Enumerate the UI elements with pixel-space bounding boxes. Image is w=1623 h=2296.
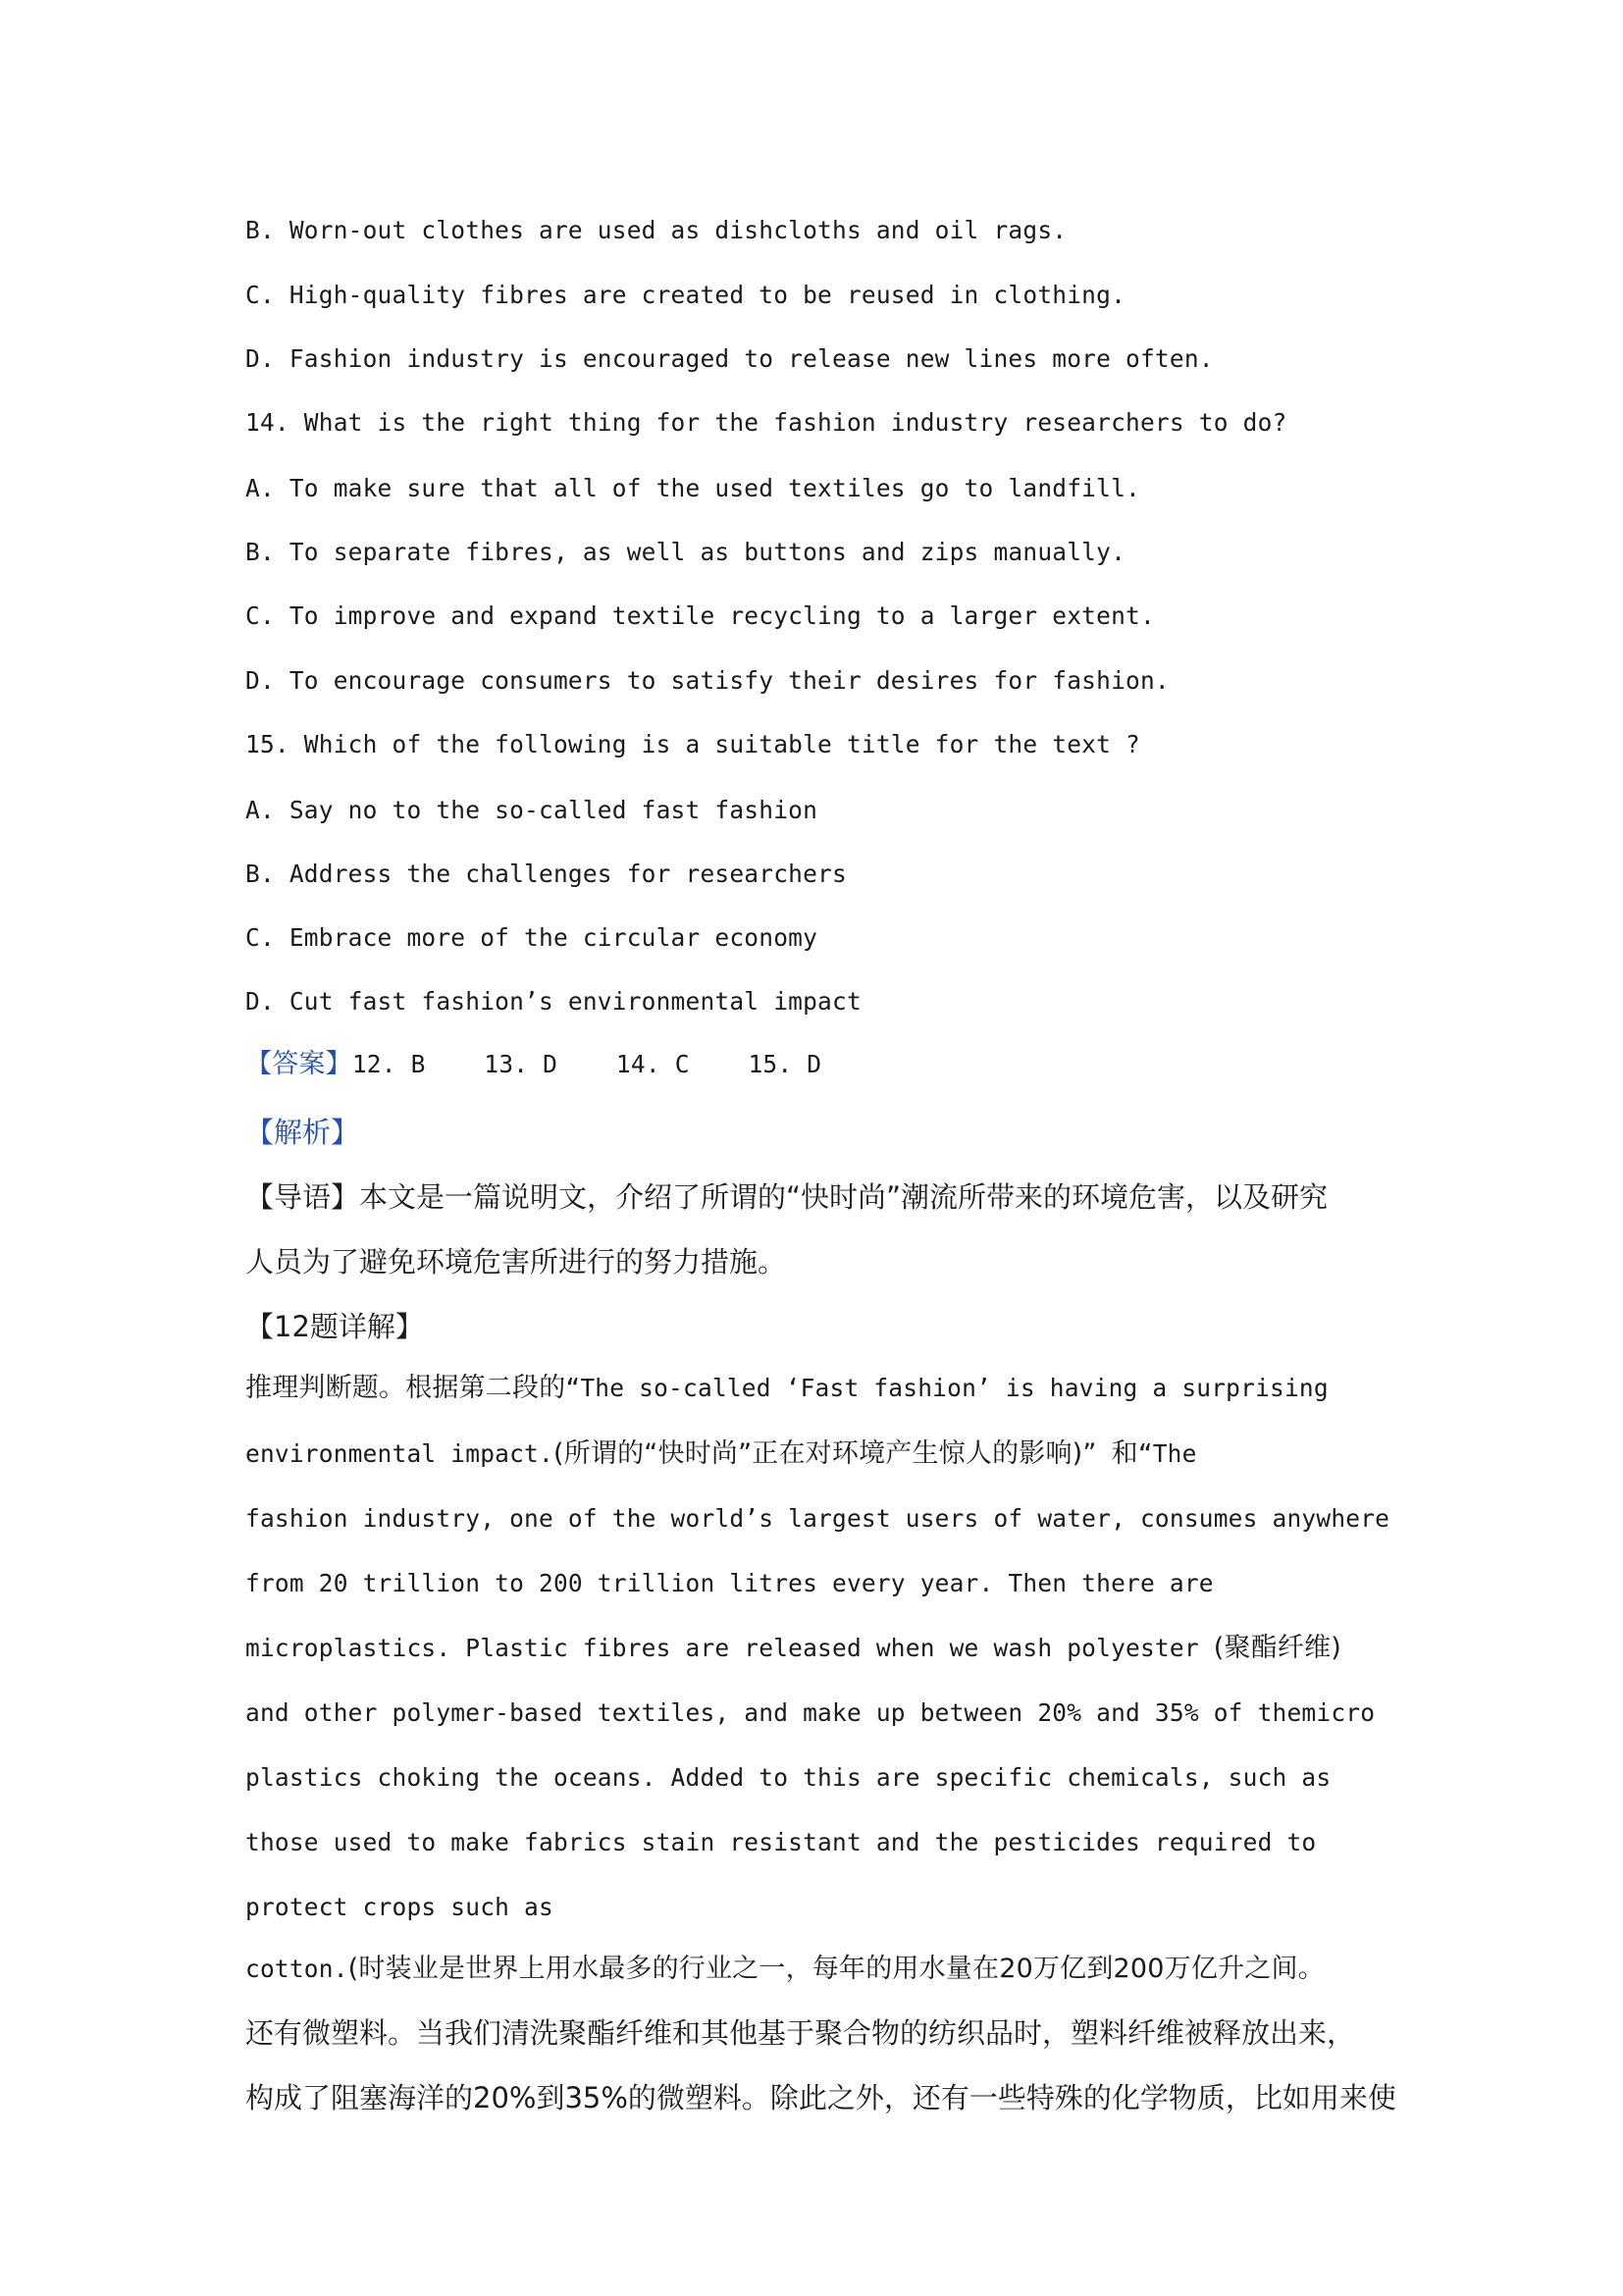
detail12-line-12: 构成了阻塞海洋的20%到35%的微塑料。除此之外，还有一些特殊的化学物质，比如用来使 [245, 2081, 1396, 2114]
detail12-l10-en: cotton. [245, 1955, 348, 1983]
detail12-line-7: plastics choking the oceans. Added to this are specific chemicals, such as [245, 1763, 1332, 1792]
q15-option-a: A. Say no to the so-called fast fashion [245, 796, 818, 824]
detail12-line-8: those used to make fabrics stain resistant and the pesticides required to [245, 1828, 1317, 1856]
intro-line-2: 人员为了避免环境危害所进行的努力措施。 [245, 1245, 787, 1278]
q13-option-d: D. Fashion industry is encouraged to release new lines more often. [245, 344, 1214, 373]
answer-label: 【答案】 [245, 1049, 352, 1079]
detail12-line-6: and other polymer-based textiles, and make up between 20% and 35% of themicro [245, 1698, 1376, 1727]
q15-option-c: C. Embrace more of the circular economy [245, 923, 818, 952]
detail12-l1-en: “The so-called ‘Fast fashion’ is having a surprising [565, 1374, 1329, 1402]
q14-option-a: A. To make sure that all of the used textiles go to landfill. [245, 474, 1140, 502]
detail12-line-10 [245, 1953, 1325, 1986]
detail12-l2-en: environmental impact. [245, 1439, 553, 1468]
detail12-l5-zh: (聚酯纤维) [1213, 1633, 1342, 1663]
answer-line [245, 1048, 821, 1081]
detail12-line-5 [245, 1632, 1341, 1665]
detail12-heading: 【12题详解】 [245, 1310, 424, 1343]
detail12-line-3: fashion industry, one of the world’s largest users of water, consumes anywhere [245, 1504, 1390, 1533]
q14-question: 14. What is the right thing for the fashion industry researchers to do? [245, 408, 1287, 437]
q14-option-b: B. To separate fibres, as well as buttons and zips manually. [245, 538, 1126, 566]
detail12-line-9: protect crops such as [245, 1893, 553, 1921]
detail12-l2-tail: “The [1137, 1439, 1197, 1468]
q14-option-c: C. To improve and expand textile recycling to a larger extent. [245, 601, 1155, 630]
detail12-l2-and: 和 [1111, 1438, 1138, 1469]
detail12-l5-en: microplastics. Plastic fibres are released when we wash polyester [245, 1634, 1199, 1662]
q13-option-b: B. Worn-out clothes are used as dishcloths and oil rags. [245, 216, 1068, 244]
detail12-line-1 [245, 1372, 1329, 1405]
detail12-line-2 [245, 1437, 1197, 1471]
detail12-l2-zh: (所谓的“快时尚”正在对环境产生惊人的影响)” [552, 1438, 1097, 1469]
detail12-l10-zh: (时装业是世界上用水最多的行业之一，每年的用水量在20万亿到200万亿升之间。 [347, 1954, 1325, 1984]
intro-line-1: 【导语】本文是一篇说明文，介绍了所谓的“快时尚”潮流所带来的环境危害，以及研究 [245, 1180, 1329, 1214]
analysis-label: 【解析】 [245, 1116, 360, 1149]
q15-option-d: D. Cut fast fashion’s environmental impact [245, 987, 862, 1016]
detail12-line-11: 还有微塑料。当我们清洗聚酯纤维和其他基于聚合物的纺织品时，塑料纤维被释放出来， [245, 2016, 1356, 2050]
q15-question: 15. Which of the following is a suitable title for the text ? [245, 730, 1140, 758]
q15-option-b: B. Address the challenges for researchers [245, 860, 847, 888]
answer-values: 12. B 13. D 14. C 15. D [351, 1050, 822, 1078]
q14-option-d: D. To encourage consumers to satisfy their desires for fashion. [245, 666, 1170, 695]
detail12-line-4: from 20 trillion to 200 trillion litres every year. Then there are [245, 1569, 1214, 1597]
detail12-l1-zh: 推理判断题。根据第二段的 [245, 1373, 566, 1403]
q13-option-c: C. High-quality fibres are created to be reused in clothing. [245, 281, 1126, 309]
